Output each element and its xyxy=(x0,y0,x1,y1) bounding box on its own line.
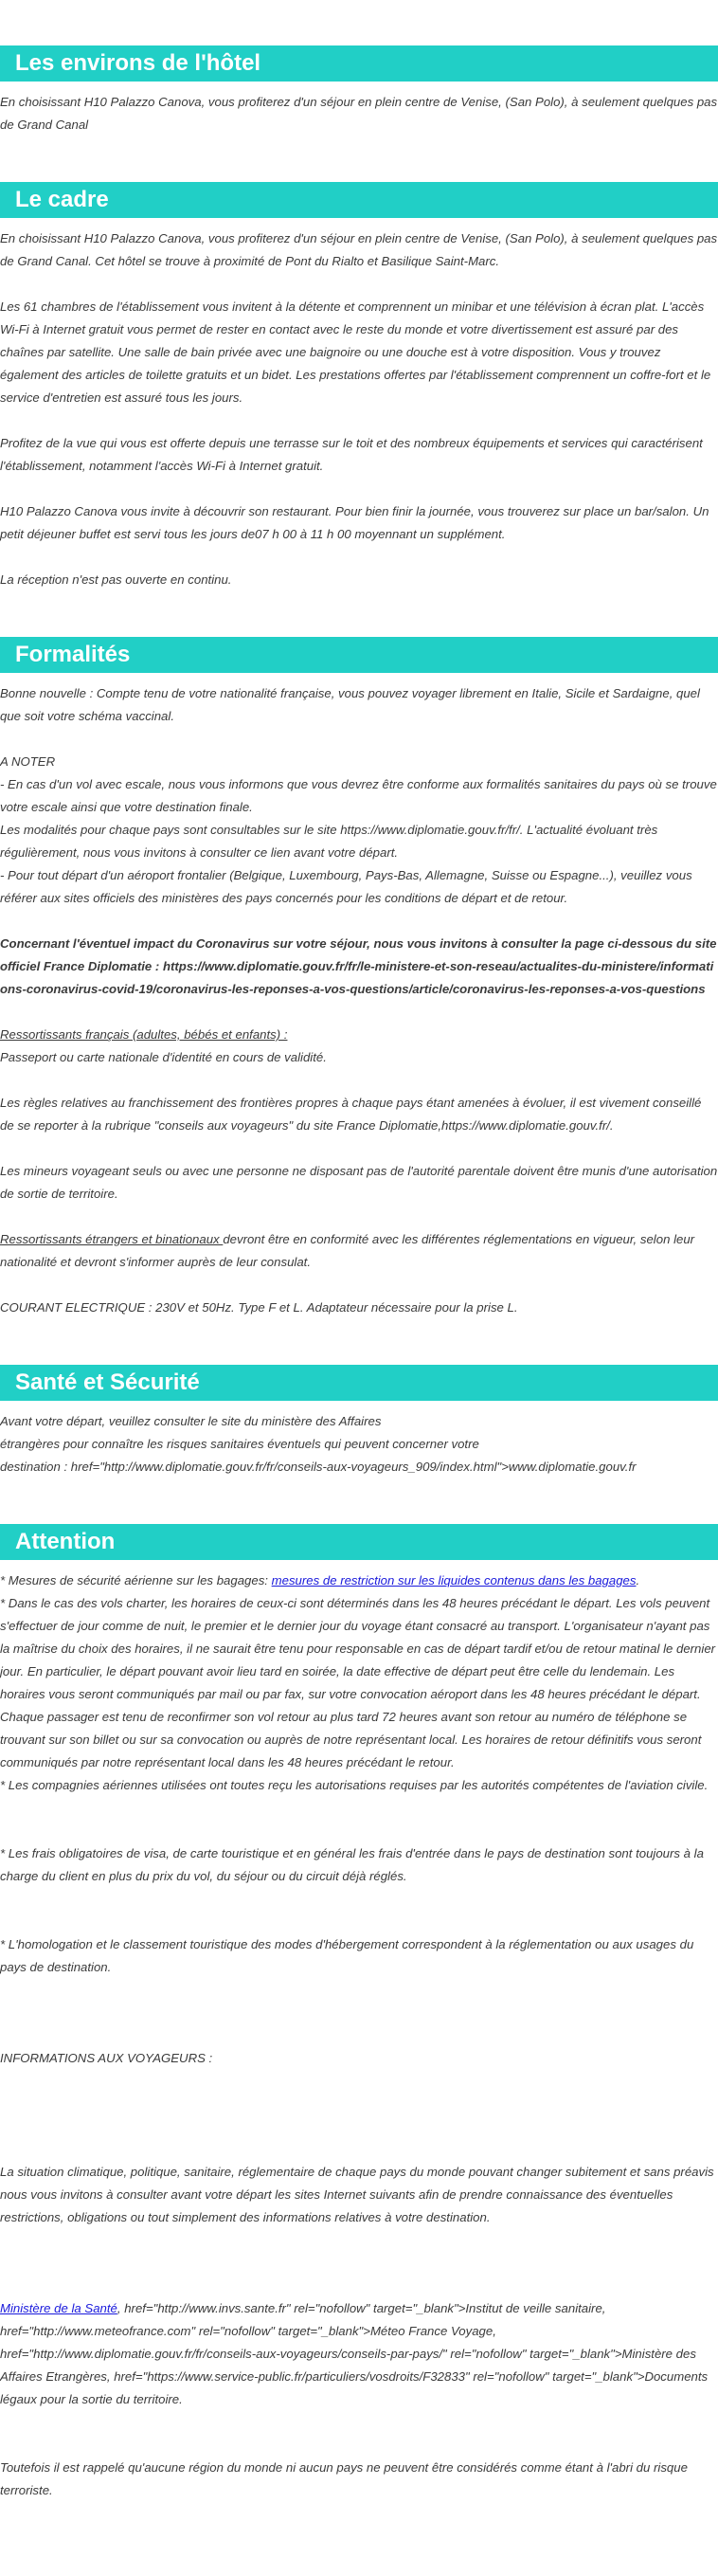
section-header-sante xyxy=(0,1365,718,1401)
luggage-security-suffix: . xyxy=(636,1573,640,1587)
note-item: Les modalités pour chaque pays sont consultables sur le site https://www.diplomatie.gouv.fr/fr/. L'actualité évoluant très régulièrement, nous vous invitons à consulter ce lien avant votre départ. xyxy=(0,823,658,860)
section-title: Santé et Sécurité xyxy=(15,1370,200,1395)
note-item: - En cas d'un vol avec escale, nous vous informons que vous devrez être conforme aux formalités sanitaires du pays où se trouve votre escale ainsi que votre destination finale. xyxy=(0,777,717,814)
accommodation-paragraph: * L'homologation et le classement touristique des modes d'hébergement correspondent à la réglementation ou aux usages du pays de destination. xyxy=(0,1937,694,1974)
environs-text: En choisissant H10 Palazzo Canova, vous profiterez d'un séjour en plein centre de Venise, (San Polo), à seulement quelques pas de Grand Canal xyxy=(0,95,718,132)
liquids-restriction-link[interactable]: mesures de restriction sur les liquides contenus dans les bagages xyxy=(271,1573,637,1587)
electric-current: COURANT ELECTRIQUE : 230V et 50Hz. Type F et L. Adaptateur nécessaire pour la prise L. xyxy=(0,1300,518,1315)
ministere-sante-link[interactable]: Ministère de la Santé xyxy=(0,2301,117,2315)
links-text: , href="http://www.invs.sante.fr" rel="nofollow" target="_blank">Institut de veille sanitaire, href="http://www.meteofrance.com" rel="nofollow" target="_blank">Méteo France Voyage, href="http://www.diplomatie.gouv.fr/fr/conseils-aux-voyageurs/conseils-par-pays/" rel="nofollow" target="_blank">Ministère des Affaires Etrangères, href="https://www.service-public.fr/particuliers/vosdroits/F32833" rel="nofollow" target="_blank">Documents légaux pour la sortie du territoire. xyxy=(0,2301,709,2406)
charter-flights-paragraph: * Dans le cas des vols charter, les horaires de ceux-ci sont déterminés dans les 48 heures précédant le départ. Les vols peuvent s'effectuer de jour comme de nuit, le premier et le dernier jour du voyage étant consacré au transport. L'organisateur n'ayant pas la maîtrise du choix des horaires, il ne saurait être tenu pour responsable en cas de départ tardif et/ou de retour matinal le dernier jour. En particulier, le départ pouvant avoir lieu tard en soirée, la date effective de départ peut être celle du lendemain. Les horaires vous seront communiqués par mail ou par fax, sur votre convocation aéroport dans les 48 heures précédant le départ. Chaque passager est tenu de reconfirmer son vol retour au plus tard 72 heures avant son retour au numéro de téléphone se trouvant sur son billet ou sur sa convocation ou auprès de notre représentant local. Les horaires de retour définitifs vous seront communiqués par notre représentant local dans les 48 heures précédant le retour. xyxy=(0,1596,716,1769)
section-title: Le cadre xyxy=(15,187,109,212)
foreign-nationals-title: Ressortissants étrangers et binationaux xyxy=(0,1232,224,1246)
cadre-paragraph: En choisissant H10 Palazzo Canova, vous profiterez d'un séjour en plein centre de Venise, (San Polo), à seulement quelques pas de Grand Canal. Cet hôtel se trouve à proximité de Pont du Rialto et Basilique Saint-Marc. xyxy=(0,231,718,268)
info-paragraph: nous vous invitons à consulter avant votre départ les sites Internet suivants afin de prendre connaissance des éventuelles restrictions, obligations ou tout simplement des informations relatives à votre destination. xyxy=(0,2187,673,2224)
sante-line: Avant votre départ, veuillez consulter le site du ministère des Affaires xyxy=(0,1414,382,1428)
luggage-security-prefix: * Mesures de sécurité aérienne sur les bagages: xyxy=(0,1573,272,1587)
french-nationals-title: Ressortissants français (adultes, bébés et enfants) : xyxy=(0,1027,288,1042)
airlines-paragraph: * Les compagnies aériennes utilisées ont toutes reçu les autorisations requises par les autorités compétentes de l'aviation civile. xyxy=(0,1778,709,1792)
environs-section xyxy=(0,91,718,136)
formalites-paragraph: Bonne nouvelle : Compte tenu de votre nationalité française, vous pouvez voyager librement en Italie, Sicile et Sardaigne, quel que soit votre schéma vaccinal. xyxy=(0,686,700,723)
formalites-section xyxy=(0,682,718,1319)
cadre-section xyxy=(0,227,718,591)
note-item: - Pour tout départ d'un aéroport frontalier (Belgique, Luxembourg, Pays-Bas, Allemagne, Suisse ou Espagne...), veuillez vous référer aux sites officiels des ministères des pays concernés pour les conditions de départ et de retour. xyxy=(0,868,692,905)
section-header-attention xyxy=(0,1524,718,1560)
minors-paragraph: Les mineurs voyageant seuls ou avec une personne ne disposant pas de l'autorité parentale doivent être munis d'une autorisation de sortie de territoire. xyxy=(0,1164,718,1201)
cadre-paragraph: La réception n'est pas ouverte en continu. xyxy=(0,572,232,587)
terrorism-notice: Toutefois il est rappelé qu'aucune région du monde ni aucun pays ne peuvent être considérés comme étant à l'abri du risque terroriste. xyxy=(0,2460,688,2497)
sante-line: destination : href="http://www.diplomatie.gouv.fr/fr/conseils-aux-voyageurs_909/index.html">www.diplomatie.gouv.fr xyxy=(0,1460,637,1474)
info-paragraph: La situation climatique, politique, sanitaire, réglementaire de chaque pays du monde pouvant changer subitement et sans préavis xyxy=(0,2165,714,2179)
section-header-cadre xyxy=(0,182,718,218)
sante-line: étrangères pour connaître les risques sanitaires éventuels qui peuvent concerner votre xyxy=(0,1437,479,1451)
links-paragraph xyxy=(0,2297,718,2411)
section-title: Formalités xyxy=(15,642,131,667)
section-header-environs xyxy=(0,45,718,82)
border-rules-paragraph: Les règles relatives au franchissement des frontières propres à chaque pays étant amenées à évoluer, il est vivement conseillé de se reporter à la rubrique "conseils aux voyageurs" du site France Diplomatie,https://www.diplomatie.gouv.fr/. xyxy=(0,1096,702,1133)
section-title: Attention xyxy=(15,1529,116,1554)
visa-fees-paragraph: * Les frais obligatoires de visa, de carte touristique et en général les frais d'entrée dans le pays de destination sont toujours à la charge du client en plus du prix du vol, du séjour ou du circuit déjà réglés. xyxy=(0,1846,704,1883)
foreign-nationals-text: devront être en conformité avec les différentes réglementations en vigueur, selon leur nationalité et devront s'informer auprès de leur consulat. xyxy=(0,1232,695,1269)
luggage-security xyxy=(0,1569,718,1592)
foreign-nationals-paragraph xyxy=(0,1228,718,1274)
note-title: A NOTER xyxy=(0,754,56,769)
cadre-paragraph: H10 Palazzo Canova vous invite à découvrir son restaurant. Pour bien finir la journée, vous trouverez sur place un bar/salon. Un petit déjeuner buffet est servi tous les jours de07 h 00 à 11 h 00 moyennant un supplément. xyxy=(0,504,709,541)
attention-section xyxy=(0,1569,718,2502)
section-title: Les environs de l'hôtel xyxy=(15,50,261,76)
french-nationals-text: Passeport ou carte nationale d'identité en cours de validité. xyxy=(0,1050,327,1064)
section-header-formalites xyxy=(0,637,718,673)
cadre-paragraph: Les 61 chambres de l'établissement vous invitent à la détente et comprennent un minibar et une télévision à écran plat. L'accès Wi-Fi à Internet gratuit vous permet de rester en contact avec le reste du monde et votre divertissement est assuré par des chaînes par satellite. Une salle de bain privée avec une baignoire ou une douche est à votre disposition. Vous y trouvez également des articles de toilette gratuits et un bidet. Les prestations offertes par l'établissement comprennent un coffre-fort et le service d'entretien est assuré tous les jours. xyxy=(0,299,711,405)
sante-section xyxy=(0,1410,718,1478)
coronavirus-notice: Concernant l'éventuel impact du Coronavirus sur votre séjour, nous vous invitons à consulter la page ci-dessous du site officiel France Diplomatie : https://www.diplomatie.gouv.fr/fr/le-ministere-et-son-reseau/actualites-du-ministere/informations-coronavirus-covid-19/coronavirus-les-reponses-a-vos-questions/article/coronavirus-les-reponses-a-vos-questions xyxy=(0,936,717,996)
cadre-paragraph: Profitez de la vue qui vous est offerte depuis une terrasse sur le toit et des nombreux équipements et services qui caractérisent l'établissement, notamment l'accès Wi-Fi à Internet gratuit. xyxy=(0,436,703,473)
info-title: INFORMATIONS AUX VOYAGEURS : xyxy=(0,2051,213,2065)
